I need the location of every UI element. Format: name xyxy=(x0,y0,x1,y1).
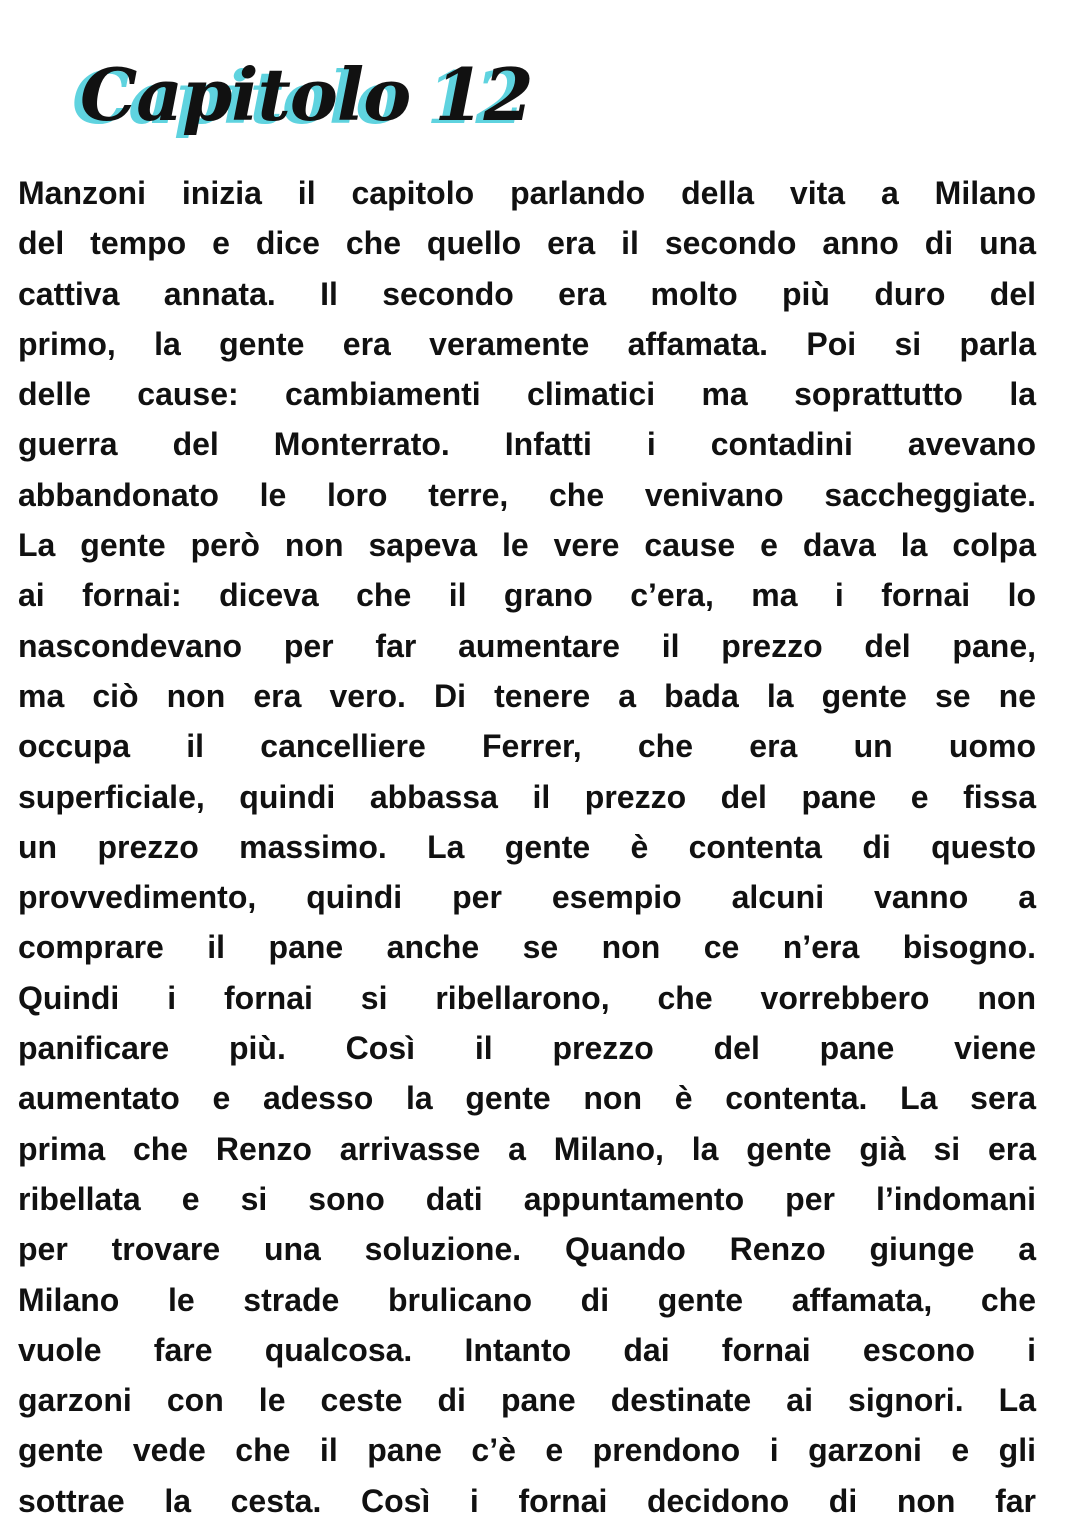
text-line: occupa il cancelliere Ferrer, che era un uomo xyxy=(18,728,1036,765)
text-line: prima che Renzo arrivasse a Milano, la gente già si era xyxy=(18,1130,1036,1167)
text-line: superficiale, quindi abbassa il prezzo del pane e fissa xyxy=(18,778,1036,815)
text-line: ma ciò non era vero. Di tenere a bada la gente se ne xyxy=(18,677,1036,714)
text-line: Manzoni inizia il capitolo parlando della vita a Milano xyxy=(18,175,1036,211)
text-line: garzoni con le ceste di pane destinate ai signori. La xyxy=(18,1382,1036,1419)
text-line: ribellata e si sono dati appuntamento per l’indomani xyxy=(18,1180,1036,1217)
text-line: comprare il pane anche se non ce n’era bisogno. xyxy=(18,929,1036,966)
text-line: vuole fare qualcosa. Intanto dai fornai escono i xyxy=(18,1331,1036,1368)
text-line: primo, la gente era veramente affamata. Poi si parla xyxy=(18,325,1036,362)
text-line: provvedimento, quindi per esempio alcuni vanno a xyxy=(18,879,1036,916)
text-line: gente vede che il pane c’è e prendono i garzoni e gli xyxy=(18,1432,1036,1469)
text-line: del tempo e dice che quello era il secondo anno di una xyxy=(18,225,1036,262)
page-title: Capitolo 12 xyxy=(80,52,533,137)
text-line: abbandonato le loro terre, che venivano saccheggiate. xyxy=(18,476,1036,513)
text-line: guerra del Monterrato. Infatti i contadini avevano xyxy=(18,426,1036,463)
text-line: ai fornai: diceva che il grano c’era, ma i fornai lo xyxy=(18,577,1036,614)
text-line: aumentato e adesso la gente non è contenta. La sera xyxy=(18,1080,1036,1117)
text-line: cattiva annata. Il secondo era molto più duro del xyxy=(18,275,1036,312)
text-line: La gente però non sapeva le vere cause e dava la colpa xyxy=(18,527,1036,564)
body-text xyxy=(18,168,1036,1526)
text-line: panificare più. Così il prezzo del pane viene xyxy=(18,1030,1036,1067)
text-line: Quindi i fornai si ribellarono, che vorrebbero non xyxy=(18,979,1036,1016)
text-line: delle cause: cambiamenti climatici ma soprattutto la xyxy=(18,376,1036,413)
text-line: un prezzo massimo. La gente è contenta di questo xyxy=(18,828,1036,865)
text-line: per trovare una soluzione. Quando Renzo giunge a xyxy=(18,1231,1036,1268)
text-line: Milano le strade brulicano di gente affamata, che xyxy=(18,1281,1036,1318)
text-line: nascondevano per far aumentare il prezzo del pane, xyxy=(18,627,1036,664)
text-line: sottrae la cesta. Così i fornai decidono di non far xyxy=(18,1482,1036,1519)
